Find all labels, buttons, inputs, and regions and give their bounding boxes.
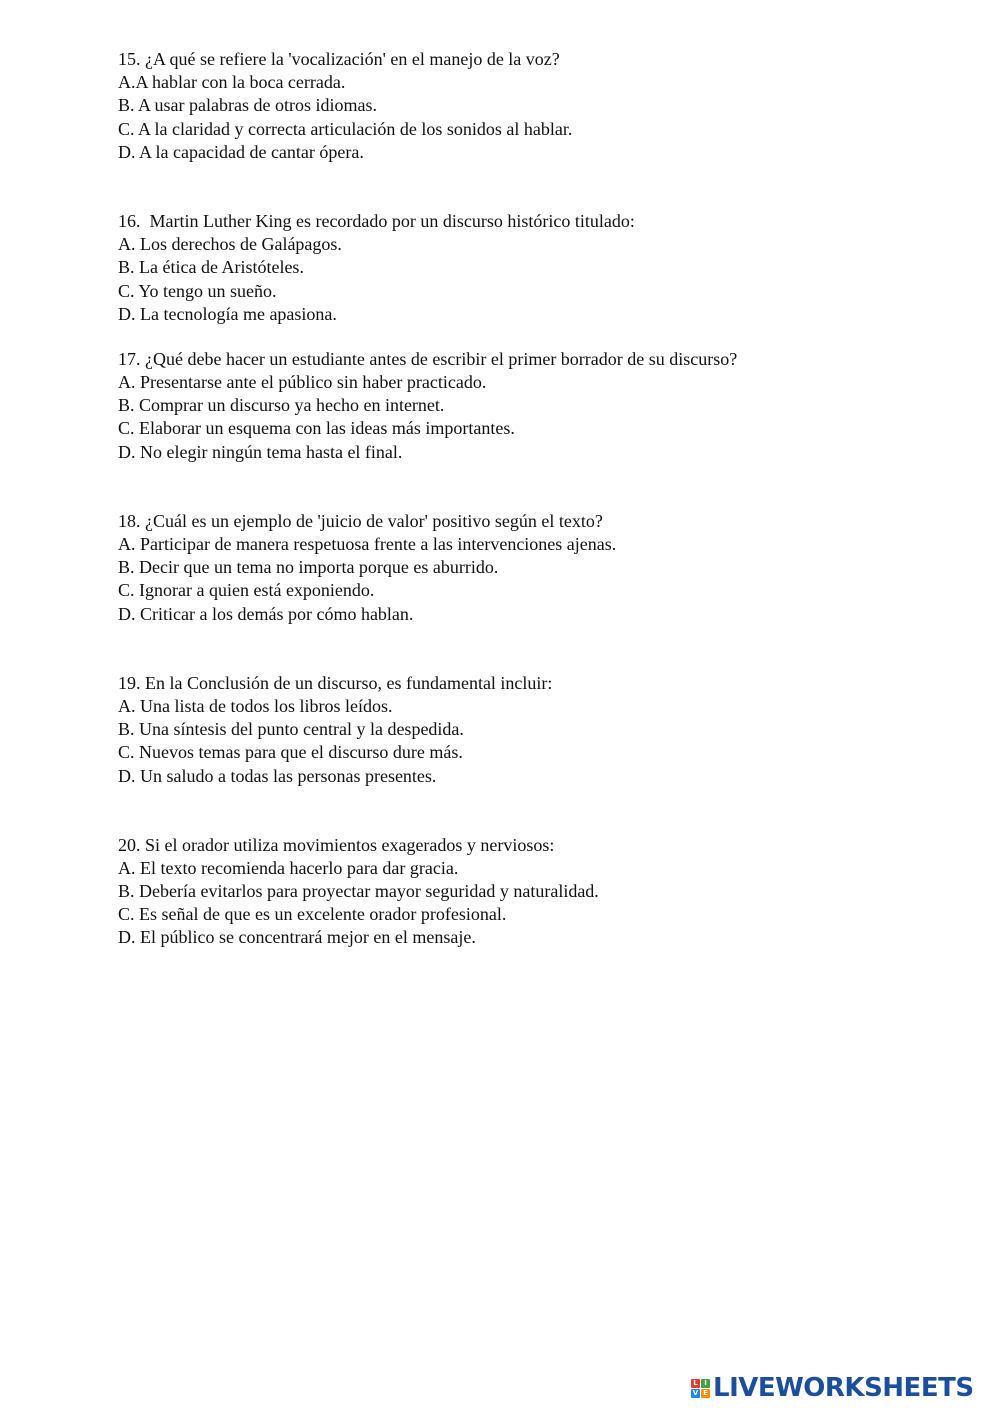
question-prompt: 18. ¿Cuál es un ejemplo de 'juicio de valor' positivo según el texto? [118,510,603,531]
answer-option-c: C. A la claridad y correcta articulación de los sonidos al hablar. [118,118,573,139]
question-15 [118,48,958,164]
answer-option-d: D. La tecnología me apasiona. [118,303,337,324]
answer-option-d: D. El público se concentrará mejor en el mensaje. [118,927,476,948]
spacer [118,626,958,672]
spacer [118,788,958,834]
answer-option-a: A. Los derechos de Galápagos. [118,234,342,255]
liveworksheets-logo [691,1373,974,1403]
answer-option-d: D. Criticar a los demás por cómo hablan. [118,603,414,624]
answer-option-b: B. Comprar un discurso ya hecho en internet. [118,395,445,416]
question-prompt: 17. ¿Qué debe hacer un estudiante antes de escribir el primer borrador de su discurso? [118,348,738,369]
logo-mark-cell: I [701,1379,710,1388]
answer-option-a: A. Participar de manera respetuosa frente a las intervenciones ajenas. [118,534,617,554]
question-19 [118,672,958,788]
logo-mark-cell: E [701,1389,710,1398]
question-prompt: 15. ¿A qué se refiere la 'vocalización' en el manejo de la voz? [118,49,560,69]
spacer [118,164,958,210]
answer-option-b: B. Una síntesis del punto central y la despedida. [118,719,464,740]
logo-wordmark: LIVEWORKSHEETS [713,1373,974,1403]
answer-option-c: C. Ignorar a quien está exponiendo. [118,580,375,601]
question-17 [118,348,958,464]
question-16 [118,210,958,326]
answer-option-a: A. Presentarse ante el público sin haber practicado. [118,372,487,393]
logo-mark-cell: L [691,1379,700,1388]
answer-option-c: C. Elaborar un esquema con las ideas más importantes. [118,418,515,439]
answer-option-d: D. Un saludo a todas las personas presentes. [118,765,437,786]
question-18 [118,510,958,626]
spacer [118,464,958,510]
answer-option-a: A. Una lista de todos los libros leídos. [118,695,393,716]
answer-option-a: A.A hablar con la boca cerrada. [118,72,346,93]
answer-option-a: A. El texto recomienda hacerlo para dar gracia. [118,857,459,878]
question-prompt: 19. En la Conclusión de un discurso, es fundamental incluir: [118,672,553,693]
logo-mark-cell: V [692,1388,699,1397]
question-prompt: 16. Martin Luther King es recordado por un discurso histórico titulado: [118,210,635,231]
liveworksheets-logo-icon [691,1379,710,1398]
answer-option-b: B. A usar palabras de otros idiomas. [118,95,377,116]
answer-option-c: C. Nuevos temas para que el discurso dure más. [118,742,463,763]
answer-option-c: C. Es señal de que es un excelente orador profesional. [118,904,507,925]
answer-option-c: C. Yo tengo un sueño. [118,280,277,301]
answer-option-b: B. La ética de Aristóteles. [118,257,304,278]
question-list [118,48,958,950]
question-20 [118,834,958,950]
question-prompt: 20. Si el orador utiliza movimientos exagerados y nerviosos: [118,834,555,855]
answer-option-d: D. No elegir ningún tema hasta el final. [118,441,403,462]
spacer [118,326,958,348]
answer-option-d: D. A la capacidad de cantar ópera. [118,141,364,162]
answer-option-b: B. Debería evitarlos para proyectar mayor seguridad y naturalidad. [118,881,599,902]
answer-option-b: B. Decir que un tema no importa porque es aburrido. [118,557,499,578]
